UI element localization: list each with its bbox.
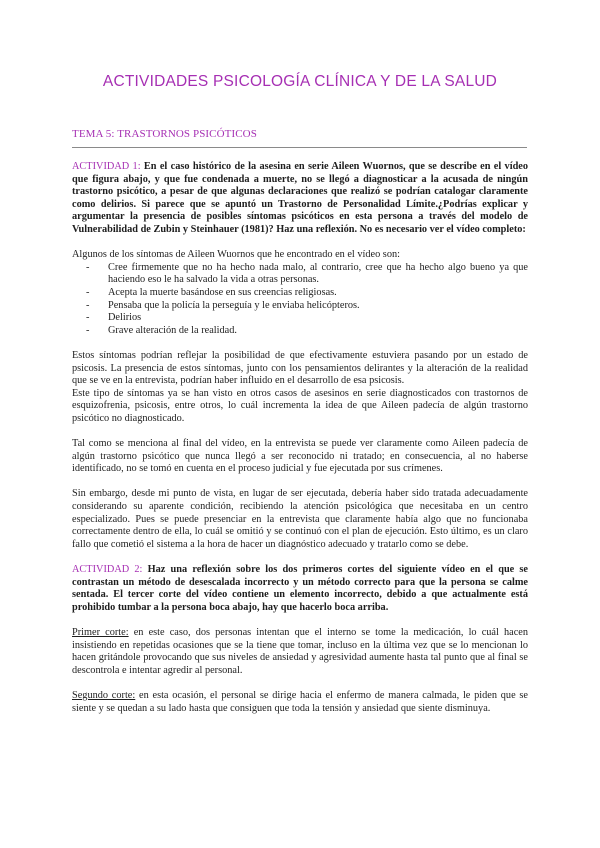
second-cut-text: en esta ocasión, el personal se dirige hacia el enfermo de manera calmada, le piden que se siente y se quedan a su lado hasta que consiguen que toda la tensión y ansiedad que siente disminuya. [72, 689, 528, 714]
activity-1-prompt [72, 161, 528, 237]
paragraph: Estos síntomas podrían reflejar la posibilidad de que efectivamente estuviera pasando por un estado de psicosis. La presencia de estos síntomas, junto con los pensamientos delirantes y la alteración de la realidad que se ve en la entrevista, podrían haber influido en el desarrollo de esa psicosis. [72, 349, 528, 387]
activity-2-prompt [72, 564, 528, 614]
paragraph: Sin embargo, desde mi punto de vista, en lugar de ser ejecutada, debería haber sido tratada adecuadamente considerando su aparente condición, recibiendo la atención psicológica que necesitaba en un centro especializado. Pues se puede presenciar en la entrevista que claramente había algo que no funcionaba correctamente dentro de ella, lo cuál se omitió y se continuó con el plan de ejecución. Esto último, es un claro fallo que cometió el sistema a la hora de hacer un diagnóstico adecuado y tratarlo como se debe. [72, 488, 528, 550]
dash-bullet: - [86, 312, 90, 324]
symptoms-list [72, 262, 528, 338]
activity-1-question: En el caso histórico de la asesina en serie Aileen Wuornos, que se describe en el vídeo que figura abajo, y que fue condenada a muerte, no se llegó a diagnosticar a la acusada de ningún trastorno psicótico, a pesar de que algunas declaraciones que realizó se podrían catalogar claramente como delirios. Si parece que se apuntó un Trastorno de Personalidad Límite.¿Podrías explicar y argumentar la presencia de posibles síntomas psicóticos en esta persona a través del modelo de Vulnerabilidad de Zubin y Steinhauer (1981)? Haz una reflexión. No es necesario ver el vídeo completo: [72, 161, 529, 235]
second-cut-label: Segundo corte: [72, 689, 136, 701]
section-title: TEMA 5: TRASTORNOS PSICÓTICOS [72, 128, 257, 140]
document-body [72, 161, 528, 728]
paragraph: Este tipo de síntomas ya se han visto en otros casos de asesinos en serie diagnosticados con trastornos de esquizofrenia, psicosis, entre otros, lo cuál incrementa la idea de que Aileen padecía de algún trastorno psicótico no diagnosticado. [72, 387, 528, 424]
list-item [72, 300, 528, 313]
first-cut-label: Primer corte: [72, 626, 129, 638]
activity-2-label: ACTIVIDAD 2: [72, 564, 143, 575]
list-item [72, 287, 528, 300]
list-item-text: Delirios [108, 312, 142, 324]
section-divider [72, 147, 527, 148]
list-item [72, 262, 528, 287]
dash-bullet: - [86, 261, 90, 273]
list-item-text: Cree firmemente que no ha hecho nada malo, al contrario, cree que ha hecho algo bueno ya que haciendo eso le ha salvado la vida a otras personas. [108, 261, 528, 286]
activity-1-label: ACTIVIDAD 1: [72, 161, 141, 172]
dash-bullet: - [86, 299, 90, 311]
dash-bullet: - [86, 286, 90, 298]
list-item [72, 325, 528, 338]
symptoms-intro: Algunos de los síntomas de Aileen Wuornos que he encontrado en el vídeo son: [72, 249, 400, 261]
list-item-text: Grave alteración de la realidad. [108, 324, 237, 336]
paragraph: Tal como se menciona al final del vídeo, en la entrevista se puede ver claramente como Aileen padecía de algún trastorno psicótico que nunca llegó a ser reconocido ni tratado; en consecuencia, al no haberse identificado, no se tomó en cuenta en el proceso judicial y fue ejecutada por sus crímenes. [72, 438, 528, 475]
activity-2-question: Haz una reflexión sobre los dos primeros cortes del siguiente vídeo en el que se contrastan un método de desescalada incorrecto y un método correcto para que la persona se calme sentada. El tercer corte del vídeo contiene un elemento incorrecto, debido a que actualmente está prohibido tumbar a la persona boca abajo, hay que hacerlo boca arriba. [72, 564, 529, 613]
second-cut-paragraph [72, 690, 528, 715]
first-cut-paragraph [72, 627, 528, 677]
dash-bullet: - [86, 324, 90, 336]
document-title: ACTIVIDADES PSICOLOGÍA CLÍNICA Y DE LA SALUD [102, 73, 498, 90]
list-item-text: Acepta la muerte basándose en sus creencias religiosas. [108, 286, 337, 298]
list-item-text: Pensaba que la policía la perseguía y le enviaba helicópteros. [108, 299, 360, 311]
first-cut-text: en este caso, dos personas intentan que el interno se tome la medicación, lo cuál hacen insistiendo en repetidas ocasiones que se la tiene que tomar, incluso en la última vez que se lo mencionan lo hacen gritándole provocando que sus niveles de ansiedad y agresividad aumente hasta tal punto que al final se descontrola e intentar agredir al personal. [72, 626, 528, 676]
list-item [72, 312, 528, 325]
